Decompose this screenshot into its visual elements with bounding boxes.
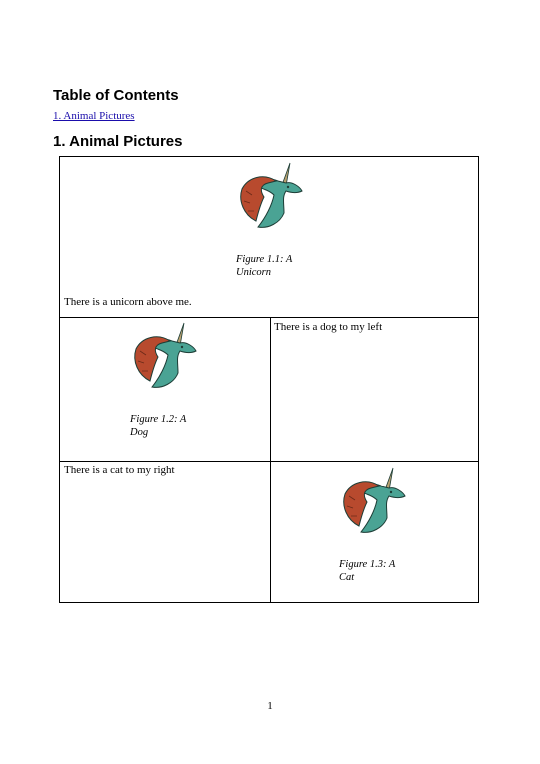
caption-line: Dog <box>130 427 149 438</box>
caption-line: Figure 1.1: A <box>236 254 293 265</box>
caption-line: Figure 1.2: A <box>130 414 187 425</box>
cell-text: There is a dog to my left <box>274 321 383 333</box>
unicorn-image <box>238 161 304 235</box>
caption-line: Unicorn <box>236 267 271 278</box>
cell-text: There is a cat to my right <box>64 464 175 476</box>
section-heading: 1. Animal Pictures <box>53 133 183 150</box>
table-cell-unicorn <box>60 157 478 317</box>
unicorn-image <box>341 466 407 540</box>
figure-caption <box>236 253 316 279</box>
unicorn-image <box>132 321 198 395</box>
table-cell-cat <box>271 462 478 602</box>
figure-table <box>59 156 479 603</box>
toc-heading: Table of Contents <box>53 87 179 104</box>
cell-text: There is a unicorn above me. <box>64 296 192 308</box>
table-cell-cat-text <box>60 462 270 602</box>
toc-link-animal-pictures[interactable]: 1. Animal Pictures <box>53 110 135 122</box>
figure-caption <box>130 413 210 439</box>
caption-line: Cat <box>339 572 355 583</box>
caption-line: Figure 1.3: A <box>339 559 396 570</box>
page-number: 1 <box>267 700 273 712</box>
table-cell-dog-text <box>271 318 478 461</box>
table-cell-dog <box>60 318 270 461</box>
figure-caption <box>339 558 419 584</box>
